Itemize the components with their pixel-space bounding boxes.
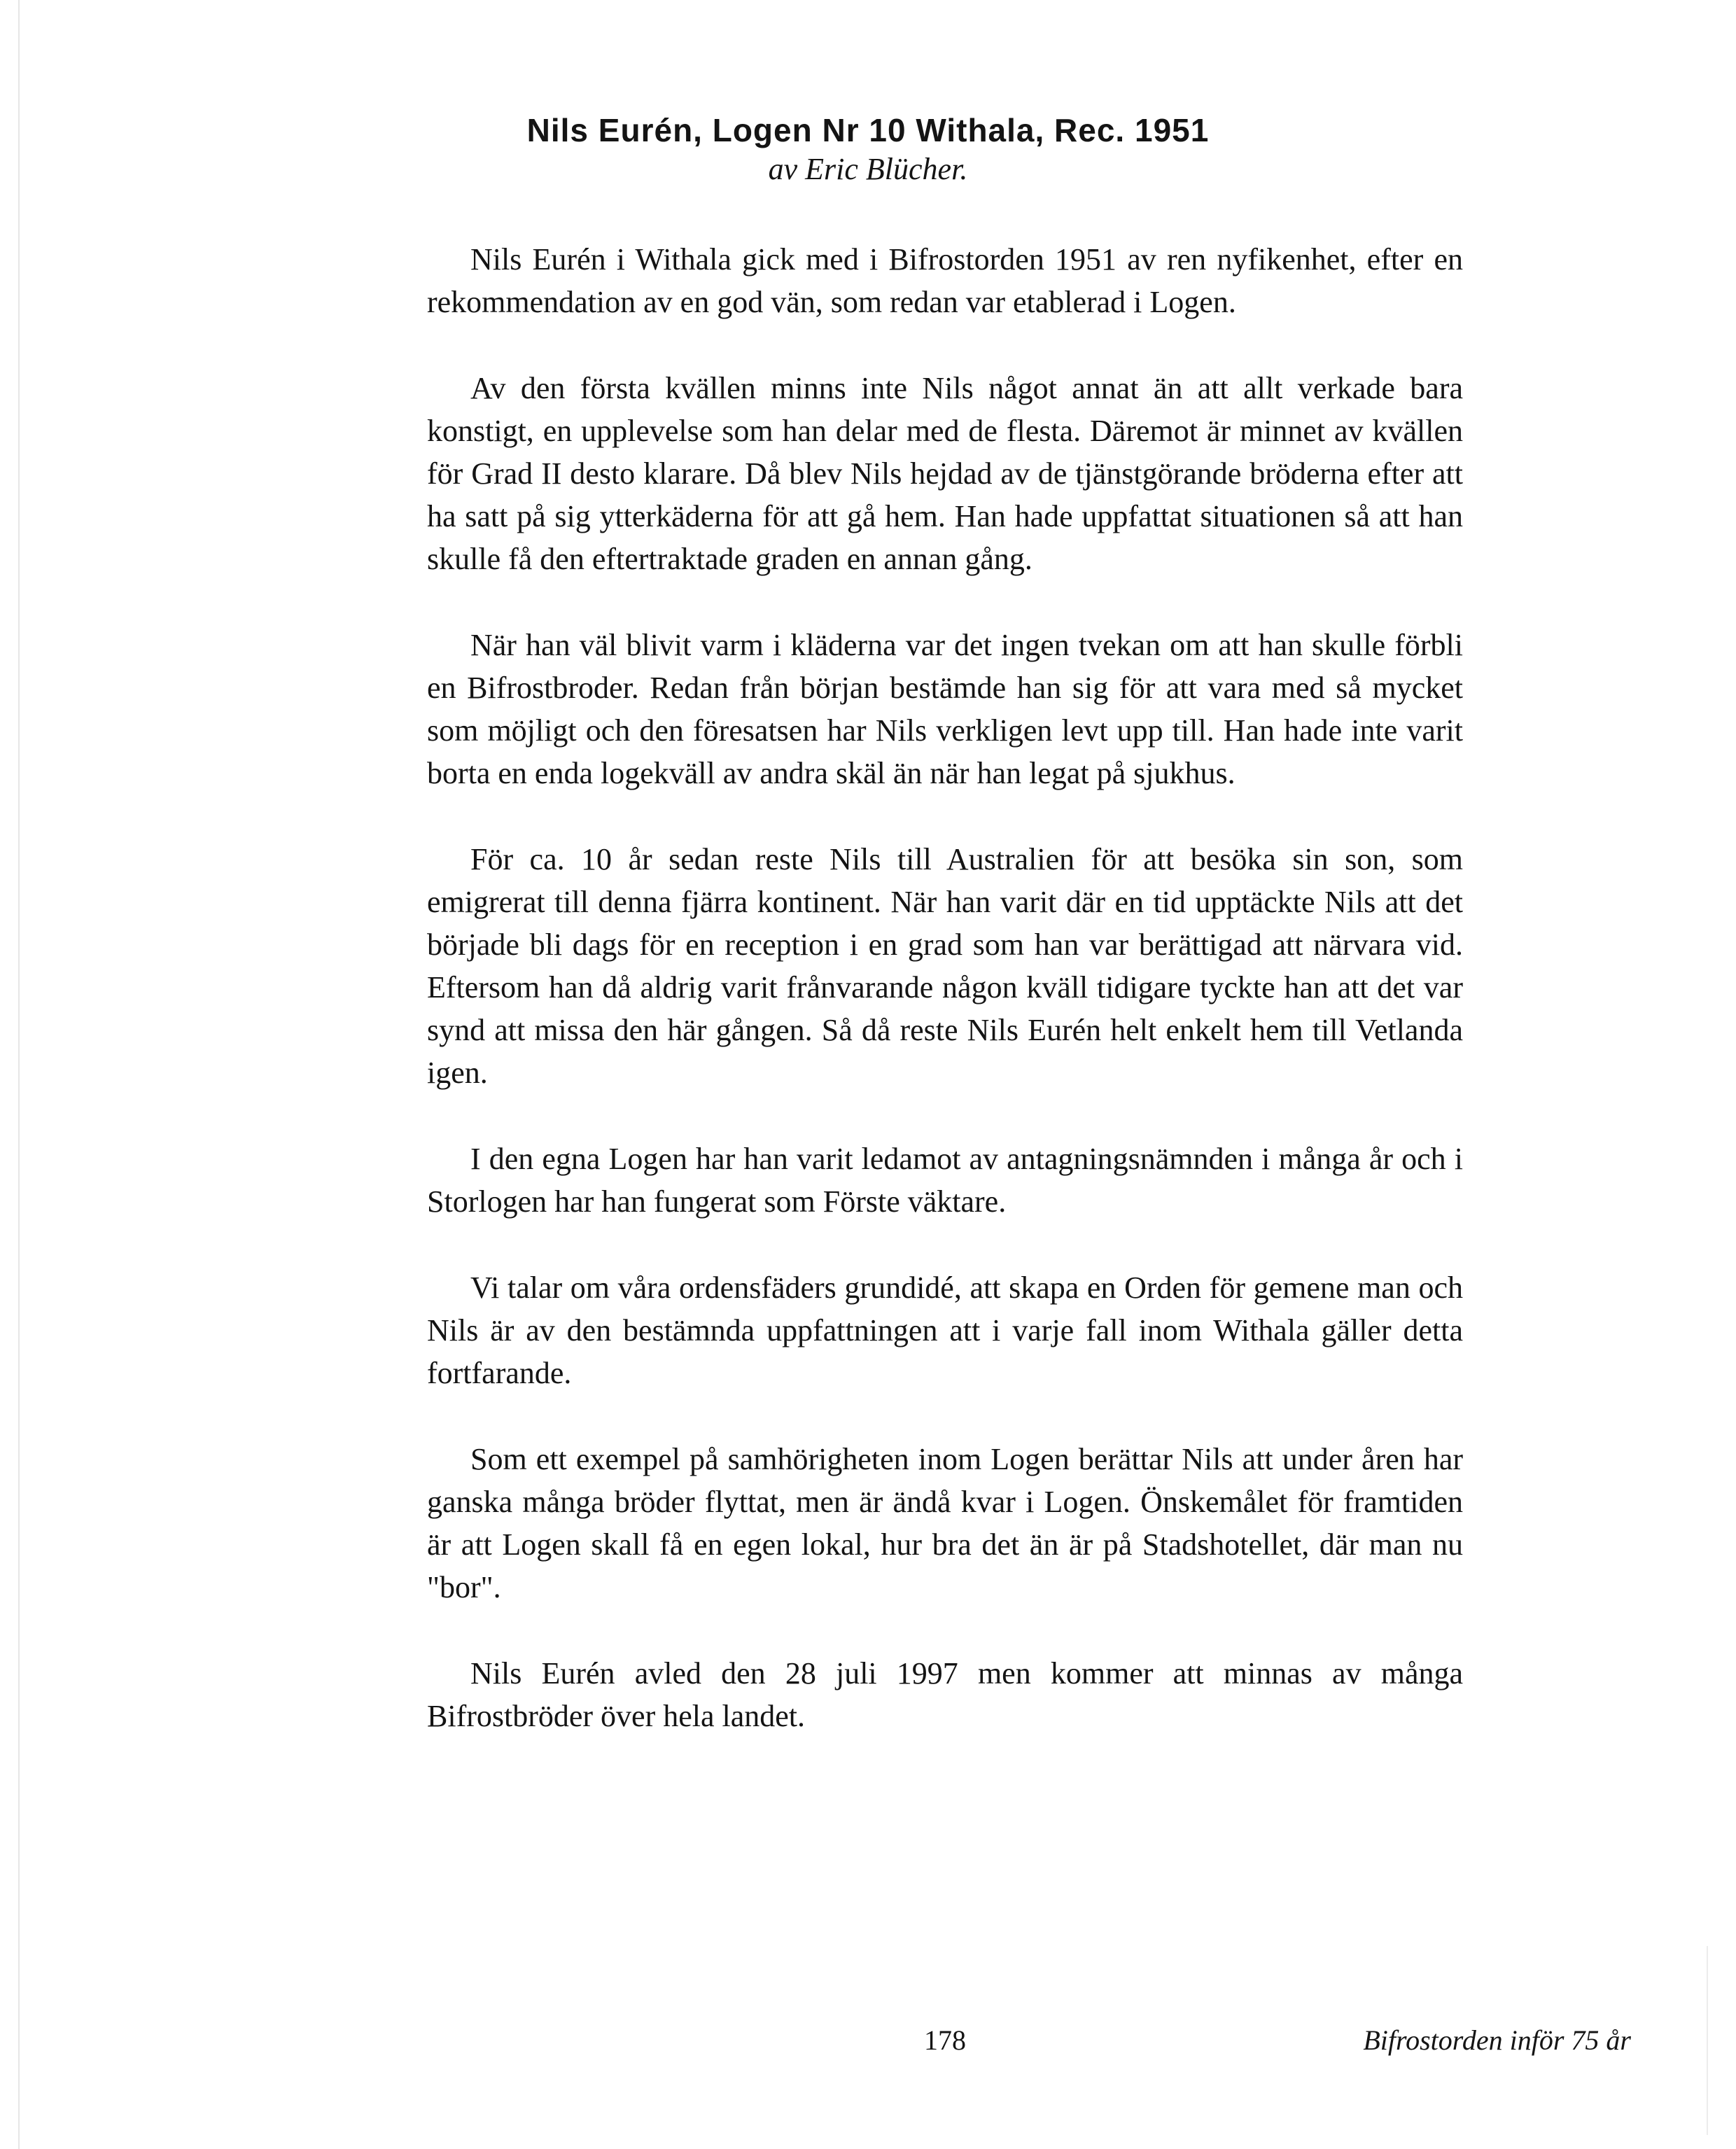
page-number: 178: [924, 2024, 966, 2056]
article-body: [427, 238, 1463, 1781]
paragraph: Som ett exempel på samhörigheten inom Logen berättar Nils att under åren har ganska många bröder flyttat, men är ändå kvar i Logen. Önskemålet för framtiden är att Logen skall få en egen lokal, hur bra det än är på Stadshotellet, där man nu "bor".: [427, 1442, 1463, 1604]
article-title: Nils Eurén, Logen Nr 10 Withala, Rec. 1951: [526, 112, 1210, 148]
paragraph: Vi talar om våra ordensfäders grundidé, att skapa en Orden för gemene man och Nils är av den bestämnda uppfattningen att i varje fall inom Withala gäller detta fortfarande.: [427, 1270, 1463, 1390]
scan-edge-left: [18, 0, 20, 2149]
paragraph: Nils Eurén avled den 28 juli 1997 men kommer att minnas av många Bifrostbröder över hela landet.: [427, 1656, 1463, 1733]
scan-edge-right: [1707, 1946, 1708, 2135]
paragraph: Nils Eurén i Withala gick med i Bifrostorden 1951 av ren nyfikenhet, efter en rekommendation av en god vän, som redan var etablerad i Logen.: [427, 242, 1463, 319]
article-byline: av Eric Blücher.: [768, 152, 968, 186]
paragraph: När han väl blivit varm i kläderna var det ingen tvekan om att han skulle förbli en Bifrostbroder. Redan från början bestämde han sig för att vara med så mycket som möjligt och den föresatsen har Nils verkligen levt upp till. Han hade inte varit borta en enda logekväll av andra skäl än när han legat på sjukhus.: [427, 628, 1463, 790]
paragraph: I den egna Logen har han varit ledamot av antagningsnämnden i många år och i Storlogen har han fungerat som Förste väktare.: [427, 1142, 1463, 1219]
paragraph: För ca. 10 år sedan reste Nils till Australien för att besöka sin son, som emigrerat till denna fjärra kontinent. När han varit där en tid upptäckte Nils att det började bli dags för en reception i en grad som han var berättigad att närvara vid. Eftersom han då aldrig varit frånvarande någon kväll tidigare tyckte han att det var synd att missa den här gången. Så då reste Nils Eurén helt enkelt hem till Vetlanda igen.: [427, 842, 1463, 1090]
running-footer: Bifrostorden inför 75 år: [1363, 2024, 1631, 2056]
paragraph: Av den första kvällen minns inte Nils något annat än att allt verkade bara konstigt, en upplevelse som han delar med de flesta. Däremot är minnet av kvällen för Grad II desto klarare. Då blev Nils hejdad av de tjänstgörande bröderna efter att ha satt på sig ytterkäderna för att gå hem. Han hade uppfattat situationen så att han skulle få den eftertraktade graden en annan gång.: [427, 371, 1463, 576]
